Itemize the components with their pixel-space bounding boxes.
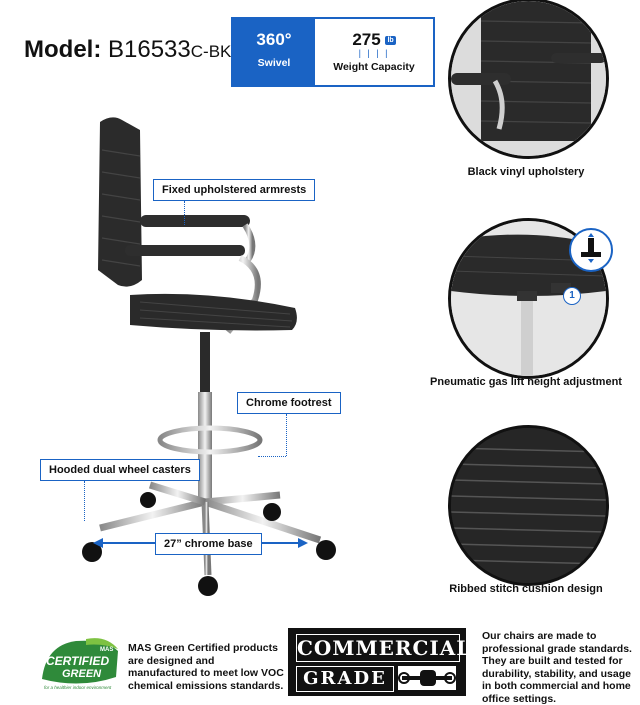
cg-line1-text: CERTIFIED (46, 654, 110, 668)
swivel-value: 360° (256, 30, 292, 49)
certified-description: MAS Green Certified products are designed and manufactured to meet low VOC chemical emissions standards. (128, 642, 284, 692)
callout-casters: Hooded dual wheel casters (40, 459, 200, 481)
leader-casters (84, 481, 85, 521)
swivel-spec (233, 19, 315, 85)
leader-armrests (184, 201, 185, 225)
leader-footrest (286, 414, 287, 456)
weight-value: 275 (352, 30, 381, 49)
model-suffix: C-BK (190, 42, 232, 61)
weight-unit-icon: lb (387, 37, 394, 45)
spec-box (231, 17, 435, 87)
commercial-line1: COMMERCIAL (297, 636, 472, 660)
model-label: Model: (24, 36, 102, 63)
callout-base: 27” chrome base (155, 533, 262, 555)
fist-wrench-icon (398, 666, 456, 690)
cg-tagline-text: for a healthier indoor environment (44, 685, 112, 690)
scale-ticks-icon: | | | | (358, 48, 390, 58)
commercial-grade-badge (288, 628, 472, 696)
callout-armrests: Fixed upholstered armrests (153, 179, 315, 201)
callout-footrest: Chrome footrest (237, 392, 341, 414)
lever-icon (569, 228, 613, 272)
upholstery-closeup (451, 1, 606, 156)
certified-green-logo (36, 635, 124, 691)
cushion-closeup (451, 428, 606, 583)
caption-gaslift: Pneumatic gas lift height adjustment (430, 376, 622, 388)
swivel-label: Swivel (257, 57, 291, 69)
caption-upholstery: Black vinyl upholstery (467, 166, 585, 178)
weight-label: Weight Capacity (333, 61, 415, 73)
detail-cushion-image (448, 425, 609, 586)
cg-mas-text: MAS (100, 647, 114, 653)
grade-description: Our chairs are made to professional grade standards. They are built and tested for durability, stability, and usage in both commercial and home office settings. (482, 630, 632, 705)
weight-spec (315, 19, 433, 85)
commercial-line2: GRADE (296, 666, 394, 692)
model-heading (24, 36, 231, 64)
cg-line2-text: GREEN (62, 668, 102, 680)
marker-badge: 1 (563, 287, 581, 305)
caption-cushion: Ribbed stitch cushion design (449, 583, 603, 595)
detail-upholstery-image (448, 0, 609, 159)
model-number: B16533 (108, 36, 191, 63)
leader-footrest-h (258, 456, 286, 457)
